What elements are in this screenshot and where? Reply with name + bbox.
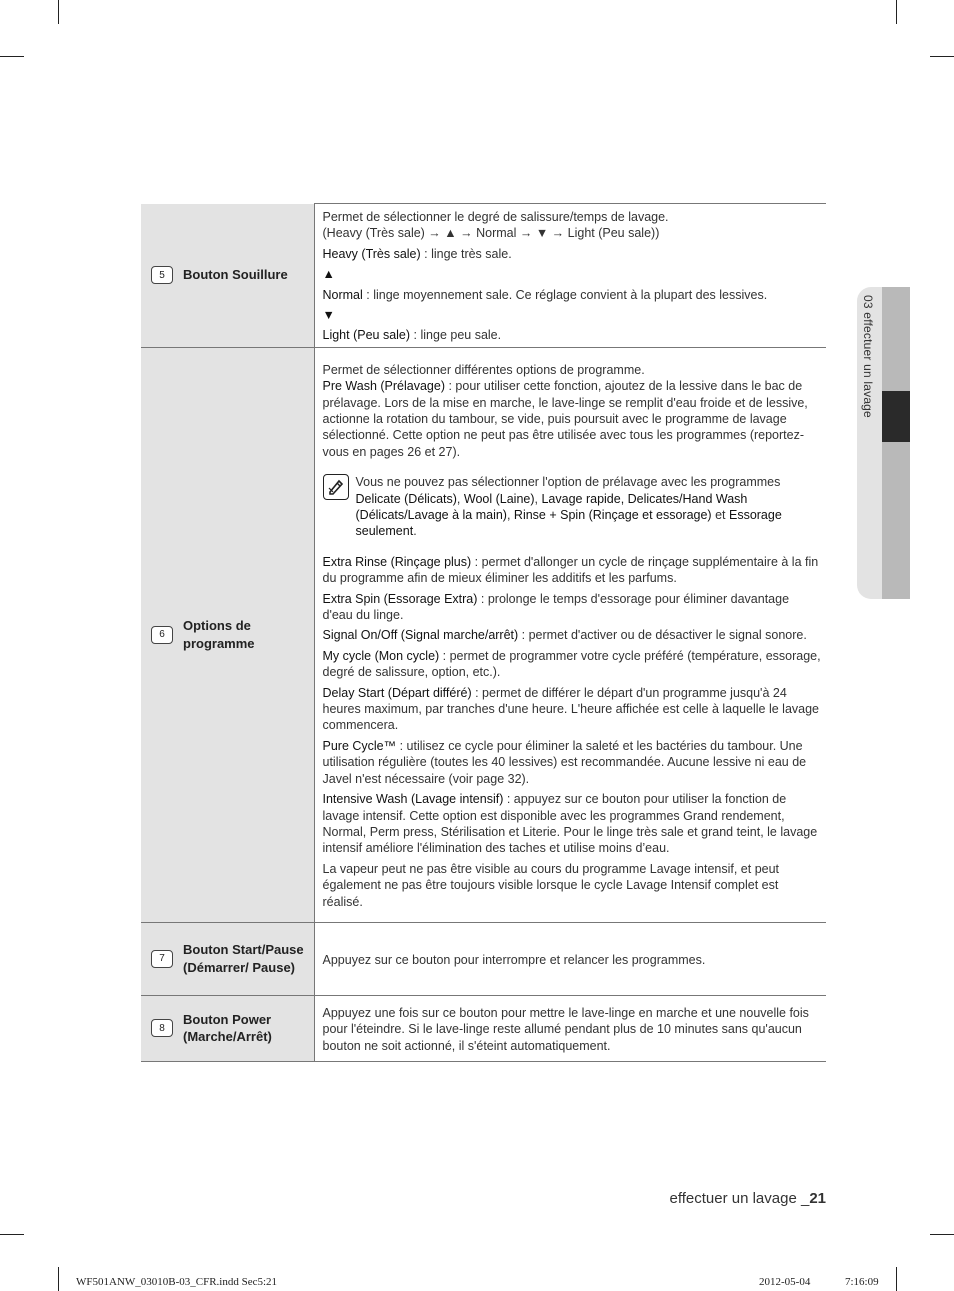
print-slug-date: 2012-05-04 (759, 1276, 811, 1288)
description-paragraph (323, 266, 823, 282)
bold-term: My cycle (Mon cycle) (322, 648, 440, 663)
description-paragraphs (323, 952, 823, 968)
bold-term: Wool (Laine) (463, 491, 535, 506)
bold-term: Rinse + Spin (Rinçage et essorage) (513, 508, 712, 522)
crop-mark (58, 1267, 59, 1291)
text-run: et (711, 508, 729, 522)
crop-mark (896, 1267, 897, 1291)
text-run: : appuyez sur ce bouton pour utiliser la fonction de lavage intensif. Cette option est disponible avec les programmes Grand rendement, Normal, Perm press, Stérilisation et Literie. Pour le linge très sale et grand teint, le lavage intensif améliore l'élimination des taches et utilise moins d’eau. (322, 792, 818, 856)
text-run: : linge très sale. (420, 246, 512, 261)
callout-number-badge: 8 (151, 1019, 173, 1037)
row-label-cell (141, 922, 314, 995)
description-paragraph (323, 861, 823, 910)
table-row (141, 922, 826, 995)
text-run: Permet de sélectionner différentes options de programme. (322, 362, 645, 377)
text-run: , (534, 491, 542, 506)
text-run: : utilisez ce cycle pour éliminer la saleté et les bactéries du tambour. Une utilisation régulière (toutes les 40 lessives) est recommandée. Aucune lessive ni eau de Javel n'est nécessaire (voir page 32). (322, 738, 807, 786)
row-description-cell (314, 995, 826, 1061)
text-run: (Heavy (Très sale) → ▲ → Normal → ▼ → Light (Peu sale)) (322, 226, 660, 241)
row-description-cell (314, 922, 826, 995)
row-description-cell (314, 204, 826, 348)
description-paragraph (323, 378, 823, 460)
button-description-table (141, 203, 826, 1062)
note-box (323, 474, 823, 540)
row-label-cell (141, 347, 314, 922)
text-run: : permet de programmer votre cycle préféré (température, essorage, degré de salissure, option, etc.). (322, 648, 821, 680)
text-run: Appuyez une fois sur ce bouton pour mettre le lave-linge en marche et une nouvelle fois pour l'éteindre. Si le lave-linge reste allumé pendant plus de 10 minutes sans qu'aucun bouton ne soit actionné, il s'éteint automatiquement. (322, 1005, 809, 1053)
description-paragraph (323, 627, 823, 643)
text-run: . (413, 524, 417, 539)
row-label: Bouton Souillure (183, 267, 288, 283)
callout-number-badge: 5 (151, 266, 173, 284)
description-paragraphs (323, 362, 823, 460)
text-run: La vapeur peut ne pas être visible au cours du programme Lavage intensif, et peut également ne pas être toujours visible lorsque le cycle Lavage Intensif complet est réalisé. (322, 861, 780, 909)
crop-mark (930, 56, 954, 57)
chapter-side-tab (857, 287, 910, 599)
description-paragraph (323, 225, 823, 241)
description-paragraph (323, 209, 823, 225)
description-paragraph (323, 327, 823, 343)
description-paragraph (323, 1005, 823, 1054)
bold-term: Essorage seulement (355, 508, 782, 539)
text-run: : pour utiliser cette fonction, ajoutez de la lessive dans le bac de prélavage. Lors de la mise en marche, le lave-linge se remplit d'eau froide et de lessive, actionne la rotation du tambour, se vide, puis poursuit avec le programme de lavage sélectionné. Cette option ne peut pas être utilisée avec tous les programmes (reportez-vous en pages 26 et 27). (322, 379, 808, 459)
row-label: Bouton Power (Marche/Arrêt) (183, 1011, 272, 1045)
bold-term: Pre Wash (Prélavage) (322, 379, 445, 394)
description-paragraph (323, 554, 823, 587)
text-run: : linge peu sale. (410, 328, 502, 343)
text-run: Vous ne pouvez pas sélectionner l'option de prélavage avec les programmes (355, 475, 781, 490)
table-row (141, 204, 826, 348)
note-text (356, 474, 823, 540)
crop-mark (58, 0, 59, 24)
bold-term: Extra Spin (Essorage Extra) (322, 591, 478, 606)
bold-term: Intensive Wash (Lavage intensif) (322, 792, 504, 807)
bold-term: ▲ (322, 267, 335, 282)
text-run: : permet d'allonger un cycle de rinçage supplémentaire à la fin du programme afin de mieux éliminer les additifs et les parfums. (322, 554, 819, 586)
row-label-cell (141, 204, 314, 348)
bold-term: Light (Peu sale) (322, 328, 411, 343)
crop-mark (930, 1234, 954, 1235)
note-pencil-icon (323, 474, 349, 500)
text-run: : permet d'activer ou de désactiver le signal sonore. (518, 628, 807, 643)
crop-mark (0, 1234, 24, 1235)
description-paragraph (323, 685, 823, 734)
description-paragraph (323, 952, 823, 968)
print-slug-file: WF501ANW_03010B-03_CFR.indd Sec5:21 (76, 1276, 278, 1288)
bold-term: Delicate (Délicats) (355, 491, 457, 506)
row-label: Bouton Start/Pause (Démarrer/ Pause) (183, 942, 304, 975)
text-run: , (456, 491, 464, 506)
row-label: Options de programme (183, 618, 255, 651)
bold-term: Normal (322, 287, 363, 302)
bold-term: Heavy (Très sale) (322, 246, 421, 261)
description-paragraph (323, 591, 823, 624)
side-tab-marker (882, 391, 910, 442)
callout-number-badge: 7 (151, 950, 173, 968)
side-tab-strip (882, 287, 910, 599)
print-slug-time: 7:16:09 (845, 1276, 879, 1288)
page-footer (669, 1190, 826, 1207)
description-paragraphs (323, 209, 823, 344)
page-number: 21 (809, 1190, 826, 1207)
table-row (141, 347, 826, 922)
footer-section-title: effectuer un lavage _ (669, 1190, 810, 1207)
text-run: : prolonge le temps d'essorage pour éliminer davantage d'eau du linge. (322, 591, 790, 623)
description-paragraph (323, 738, 823, 787)
text-run: Appuyez sur ce bouton pour interrompre et relancer les programmes. (322, 952, 706, 967)
row-label-cell (141, 995, 314, 1061)
description-paragraph (323, 307, 823, 323)
callout-number-badge: 6 (151, 626, 173, 644)
bold-term: Signal On/Off (Signal marche/arrêt) (322, 628, 519, 643)
bold-term: Pure Cycle™ (322, 738, 397, 753)
row-description-cell (314, 347, 826, 922)
text-run: : linge moyennement sale. Ce réglage convient à la plupart des lessives. (362, 287, 768, 302)
bold-term: Delay Start (Départ différé) (322, 685, 472, 700)
table-row (141, 995, 826, 1061)
side-tab-label: 03 effectuer un lavage (861, 295, 875, 418)
text-run: : permet de différer le départ d'un programme jusqu'à 24 heures maximum, par tranches d'une heure. L'heure affichée est celle à laquelle le lavage commencera. (322, 685, 820, 733)
option-descriptions (323, 554, 823, 910)
text-run: , (506, 508, 514, 522)
description-paragraphs (323, 1005, 823, 1054)
bold-term: ▼ (322, 308, 335, 323)
description-paragraph (323, 362, 823, 378)
description-paragraph (323, 791, 823, 857)
crop-mark (0, 56, 24, 57)
description-paragraph (323, 246, 823, 262)
description-paragraph (323, 287, 823, 303)
text-run: Permet de sélectionner le degré de salissure/temps de lavage. (322, 210, 669, 224)
description-paragraph (323, 648, 823, 681)
bold-term: Extra Rinse (Rinçage plus) (322, 554, 472, 569)
crop-mark (896, 0, 897, 24)
bold-term: Lavage rapide, Delicates/Hand Wash (Délicats/Lavage à la main) (355, 491, 748, 522)
